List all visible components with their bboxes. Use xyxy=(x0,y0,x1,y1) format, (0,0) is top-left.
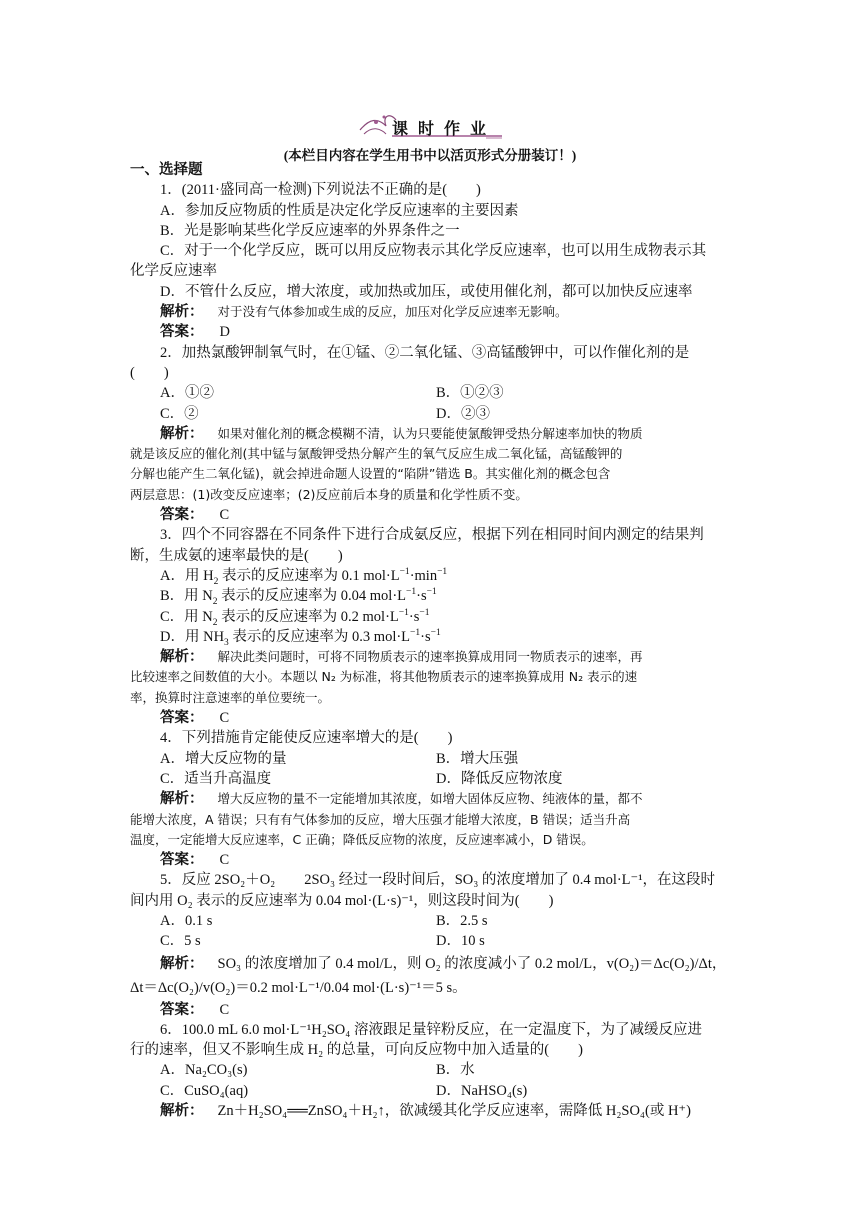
analysis-continued: 率，换算时注意速率的单位要统一。 xyxy=(130,689,331,705)
analysis-continued: Δt＝Δc(O₂)/v(O₂)＝0.2 mol·L⁻¹/0.04 mol·(L·s)⁻¹＝5 s。 xyxy=(130,979,467,996)
analysis-continued: 就是该反应的催化剂(其中锰与氯酸钾受热分解产生的氧气反应生成二氧化锰，高锰酸钾的 xyxy=(130,446,623,462)
analysis-continued: 能增大浓度，A 错误；只有有气体参加的反应，增大压强才能增大浓度，B 错误；适当升高 xyxy=(130,811,631,827)
analysis xyxy=(130,302,730,322)
options-row xyxy=(130,931,730,951)
answer xyxy=(130,850,730,870)
option-b: B．①②③ xyxy=(436,385,504,402)
question-stem-continued: 行的速率，但又不影响生成 H₂ 的总量，可向反应物中加入适量的( ) xyxy=(130,1042,583,1059)
analysis-text: SO₃ 的浓度增加了 0.4 mol/L，则 O₂ 的浓度减小了 0.2 mol/L，v(O₂)＝Δc(O₂)/Δt， xyxy=(217,955,727,972)
question-stem: 2．加热氯酸钾制氧气时，在①锰、②二氧化锰、③高锰酸钾中，可以作催化剂的是 xyxy=(160,344,690,361)
analysis xyxy=(130,424,730,444)
question-stem-continued: 断，生成氨的速率最快的是( ) xyxy=(130,547,343,564)
question-stem: 1．(2011·盛同高一检测)下列说法不正确的是( ) xyxy=(160,182,481,199)
option-d: D．10 s xyxy=(436,933,485,950)
banner-title: 课 时 作 业 xyxy=(392,121,490,138)
options-row xyxy=(130,383,730,403)
question-stem: 5．反应 2SO₂＋O₂ 2SO₃ 经过一段时间后，SO₃ 的浓度增加了 0.4 mol·L⁻¹，在这段时 xyxy=(160,872,716,889)
analysis-label: 解析： xyxy=(160,649,204,666)
question-stem: 4．下列措施肯定能使反应速率增大的是( ) xyxy=(160,730,453,747)
question-stem: 6．100.0 mL 6.0 mol·L⁻¹H₂SO₄ 溶液跟足量锌粉反应，在一定温度下，为了减缓反应进 xyxy=(160,1021,702,1038)
analysis xyxy=(130,647,730,667)
answer xyxy=(130,708,730,728)
option-d: D．NaHSO₄(s) xyxy=(436,1082,528,1099)
answer-label: 答案： xyxy=(160,852,204,869)
options-row xyxy=(130,404,730,424)
analysis-text: 如果对催化剂的概念模糊不清，认为只要能使氯酸钾受热分解速率加快的物质 xyxy=(217,425,643,441)
analysis-continued: 两层意思：(1)改变反应速率；(2)反应前后本身的质量和化学性质不变。 xyxy=(130,486,528,502)
options-row xyxy=(130,1081,730,1101)
option-d: D．用 $NH_3$ 表示的反应速率为 0.3 $mol\cdot L^{-1}\cdot s^{-1}$ xyxy=(160,628,441,648)
analysis-label: 解析： xyxy=(160,1103,204,1120)
answer xyxy=(130,1000,730,1020)
option-a: A．Na₂CO₃(s) xyxy=(160,1062,248,1079)
option-c: C．CuSO₄(aq) xyxy=(160,1082,249,1099)
analysis-label: 解析： xyxy=(160,955,204,972)
option-b: B．水 xyxy=(436,1062,475,1079)
analysis xyxy=(130,789,730,809)
question-list xyxy=(130,160,730,1121)
analysis-label: 解析： xyxy=(160,425,204,442)
analysis-text: 增大反应物的量不一定能增加其浓度，如增大固体反应物、纯液体的量，都不 xyxy=(217,791,643,807)
option-c: C．适当升高温度 xyxy=(160,770,272,787)
option-a: A．0.1 s xyxy=(160,912,213,929)
option-a: A．①② xyxy=(160,385,214,402)
option-a: A．用 $H_2$ 表示的反应速率为 0.1 $mol\cdot L^{-1}\cdot\min^{-1}$ xyxy=(160,567,448,587)
analysis-text: 解决此类问题时，可将不同物质表示的速率换算成用同一物质表示的速率，再 xyxy=(217,649,643,665)
answer-value: C xyxy=(219,1001,230,1018)
answer-value: C xyxy=(219,852,230,869)
answer-value: D xyxy=(219,324,230,341)
option-d: D．②③ xyxy=(436,405,490,422)
analysis-text: 对于没有气体参加或生成的反应，加压对化学反应速率无影响。 xyxy=(217,304,568,320)
answer xyxy=(130,322,730,342)
option-a: A．参加反应物质的性质是决定化学反应速率的主要因素 xyxy=(160,202,519,219)
option-b: B．增大压强 xyxy=(436,750,519,767)
options-row xyxy=(130,1060,730,1080)
section-heading: 一、选择题 xyxy=(130,162,203,178)
option-b: B．2.5 s xyxy=(436,912,488,929)
answer-label: 答案： xyxy=(160,710,204,727)
analysis-label: 解析： xyxy=(160,304,204,321)
options-row xyxy=(130,911,730,931)
analysis-text: Zn＋H₂SO₄══ZnSO₄＋H₂↑，欲减缓其化学反应速率，需降低 H₂SO₄(或 H⁺) xyxy=(217,1103,691,1120)
option-c: C．② xyxy=(160,405,199,422)
options-row xyxy=(130,769,730,789)
option-b: B．光是影响某些化学反应速率的外界条件之一 xyxy=(160,222,460,239)
option-d: D．不管什么反应，增大浓度，或加热或加压，或使用催化剂，都可以加快反应速率 xyxy=(160,283,693,300)
answer-value: C xyxy=(219,507,230,524)
options-row xyxy=(130,749,730,769)
option-c: C．用 $N_2$ 表示的反应速率为 0.2 $mol\cdot L^{-1}\cdot s^{-1}$ xyxy=(160,607,430,628)
answer xyxy=(130,505,730,525)
option-c: C．对于一个化学反应，既可以用反应物表示其化学反应速率，也可以用生成物表示其 xyxy=(160,243,707,260)
option-c-continued: 化学反应速率 xyxy=(130,263,217,280)
analysis xyxy=(130,1101,730,1121)
answer-value: C xyxy=(219,710,230,727)
answer-label: 答案： xyxy=(160,507,204,524)
analysis-continued: 比较速率之间数值的大小。本题以 N₂ 为标准，将其他物质表示的速率换算成用 N₂ 表示的速 xyxy=(130,669,638,685)
question-stem-continued: ( ) xyxy=(130,364,169,381)
analysis-continued: 温度，一定能增大反应速率，C 正确；降低反应物的浓度，反应速率减小，D 错误。 xyxy=(130,831,594,847)
analysis-continued: 分解也能产生二氧化锰)，就会掉进命题人设置的“陷阱”错选 B。其实催化剂的概念包含 xyxy=(130,466,611,482)
analysis-label: 解析： xyxy=(160,791,204,808)
subtitle-note: (本栏目内容在学生用书中以活页形式分册装订！) xyxy=(283,148,577,163)
answer-label: 答案： xyxy=(160,324,204,341)
option-a: A．增大反应物的量 xyxy=(160,750,287,767)
analysis xyxy=(130,952,730,976)
option-d: D．降低反应物浓度 xyxy=(436,770,563,787)
answer-label: 答案： xyxy=(160,1001,204,1018)
question-stem-continued: 间内用 O₂ 表示的反应速率为 0.04 mol·(L·s)⁻¹，则这段时间为( ) xyxy=(130,892,554,909)
question-stem: 3．四个不同容器在不同条件下进行合成氨反应，根据下列在相同时间内测定的结果判 xyxy=(160,527,704,544)
option-b: B．用 $N_2$ 表示的反应速率为 0.04 $mol\cdot L^{-1}\cdot s^{-1}$ xyxy=(160,587,437,608)
option-c: C．5 s xyxy=(160,933,201,950)
